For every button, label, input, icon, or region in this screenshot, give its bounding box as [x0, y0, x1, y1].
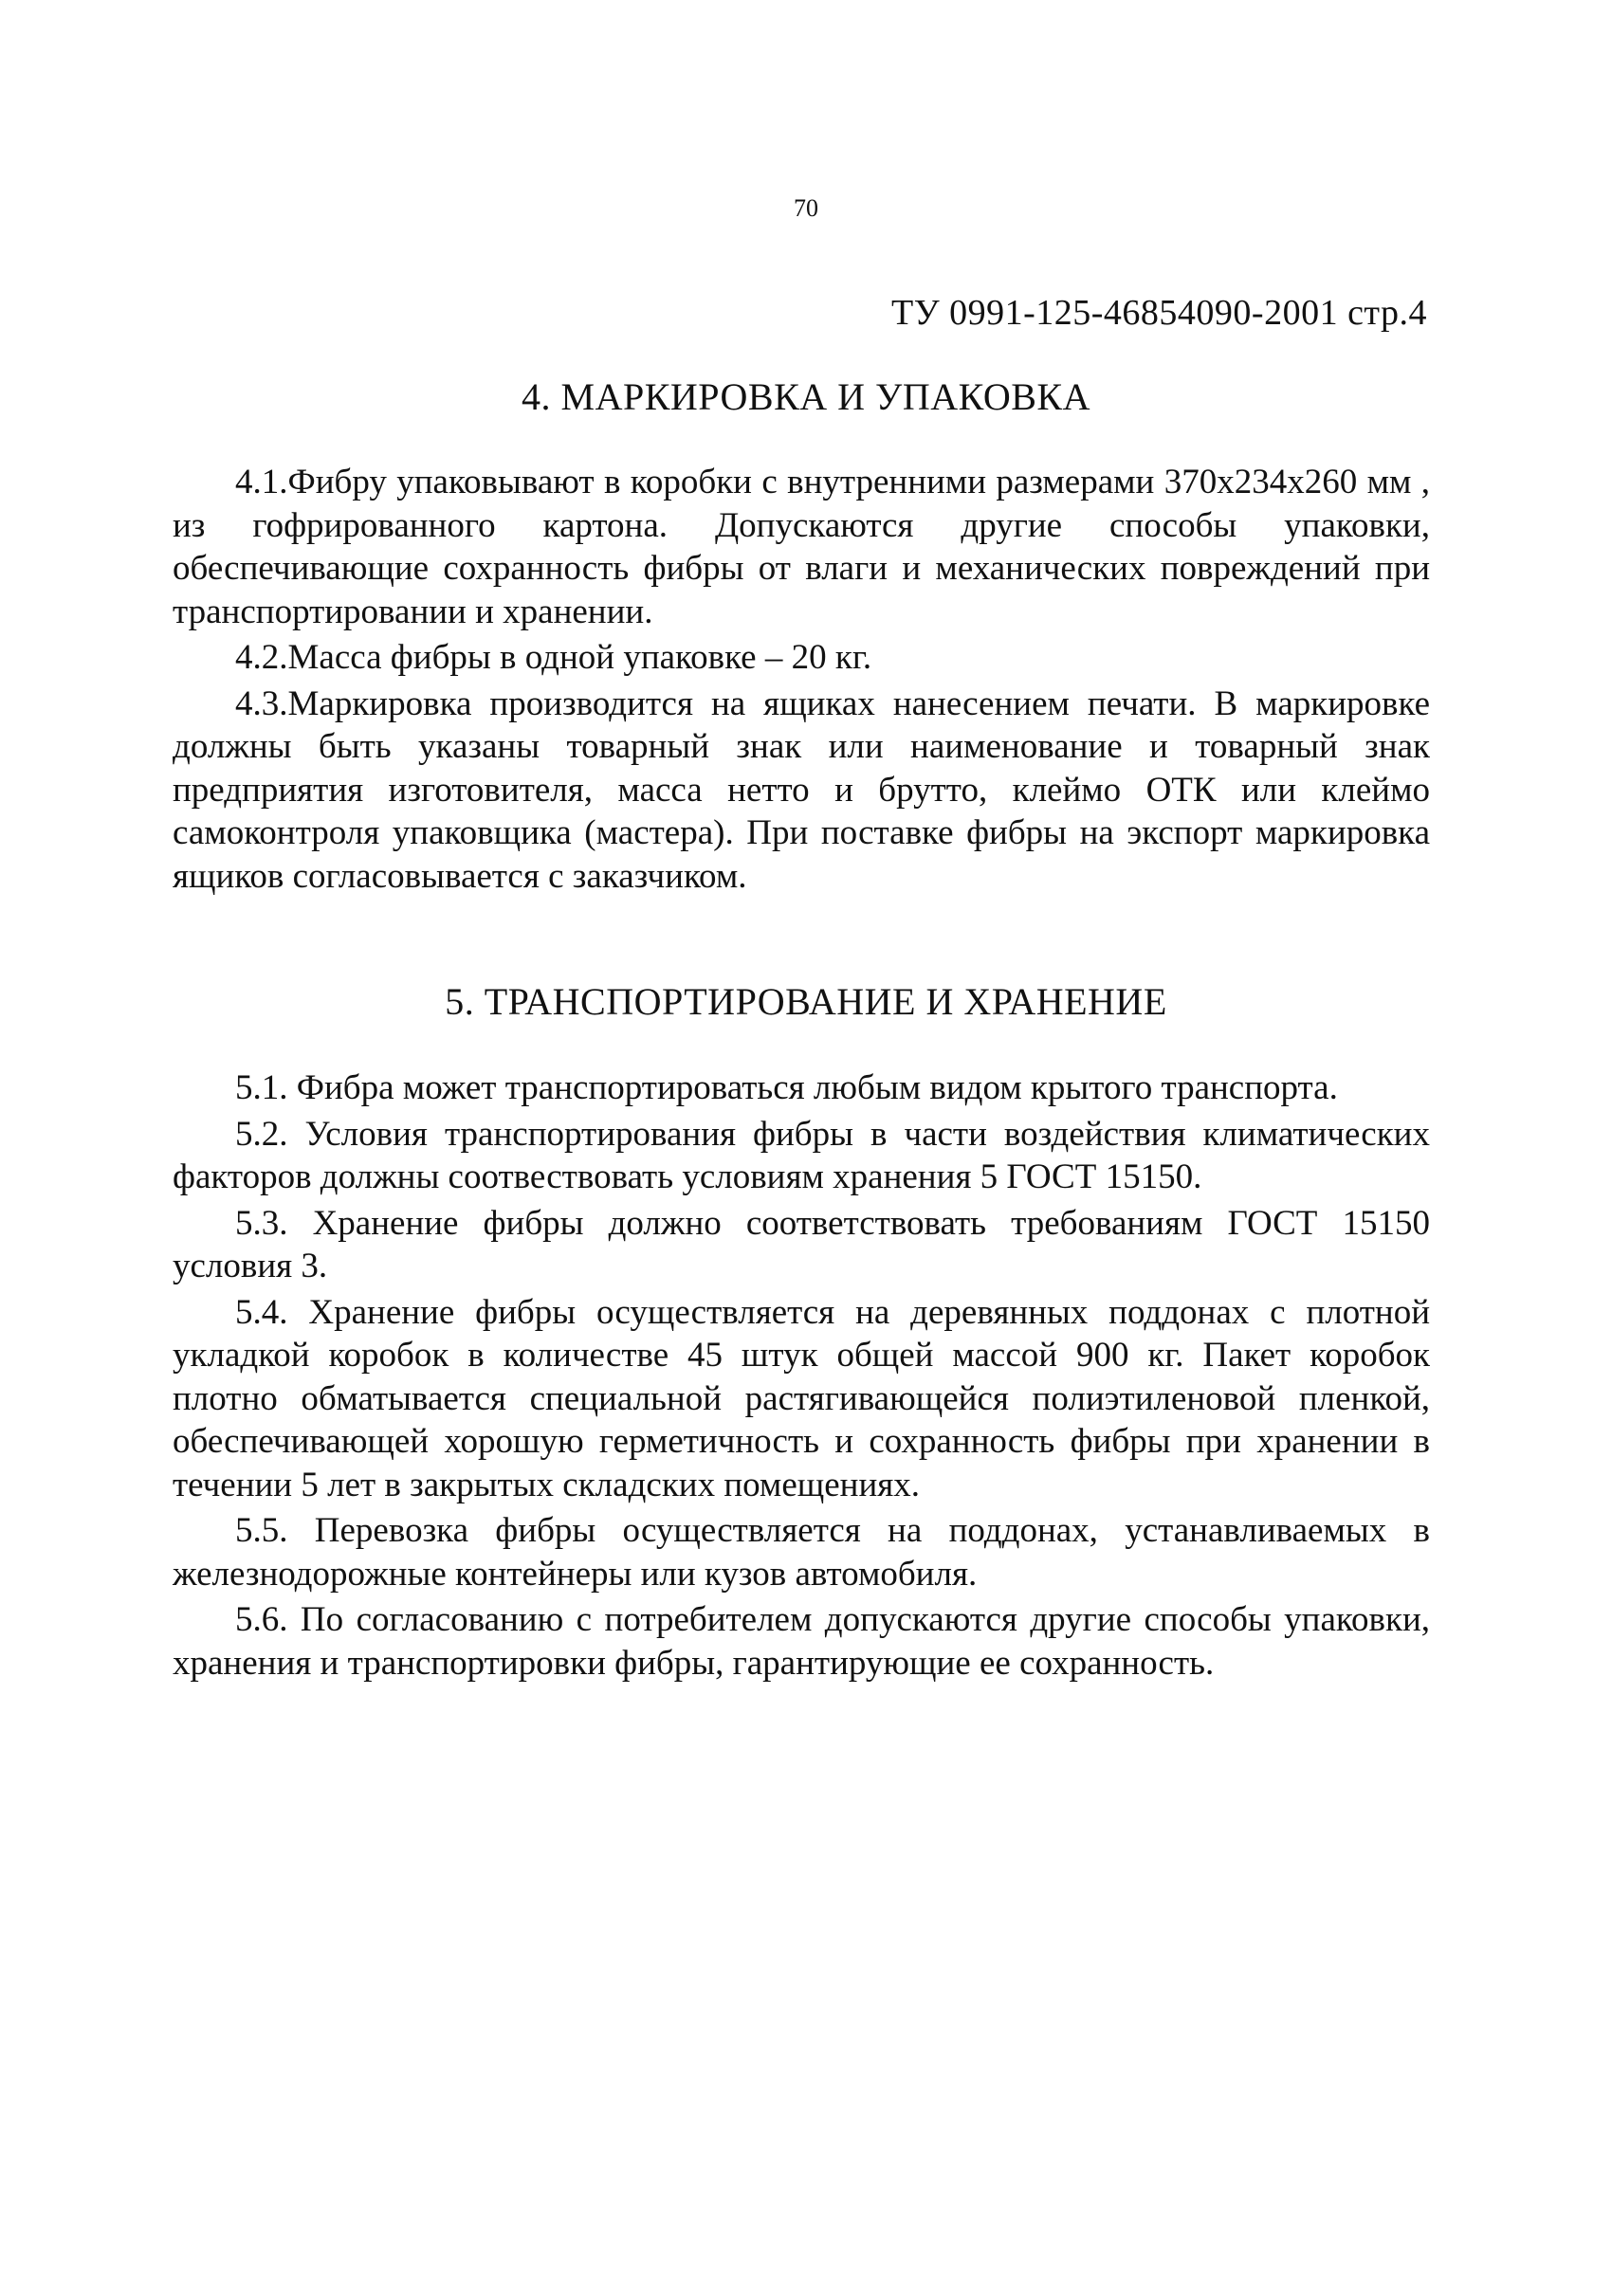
paragraph-4-2: 4.2.Масса фибры в одной упаковке – 20 кг. [235, 638, 872, 677]
paragraph-5-2: 5.2. Условия транспортирования фибры в части воздействия климатических факторов должны соотвествовать условиям хранения 5 ГОСТ 15150. [173, 1114, 1430, 1196]
section-4-title: 4. МАРКИРОВКА И УПАКОВКА [522, 375, 1090, 418]
paragraph-5-5: 5.5. Перевозка фибры осуществляется на поддонах, устанавливаемых в железнодорожные контейнеры или кузов автомобиля. [173, 1511, 1430, 1594]
paragraph-5-4: 5.4. Хранение фибры осуществляется на деревянных поддонах с плотной укладкой коробок в количестве 45 штук общей массой 900 кг. Пакет коробок плотно обматывается специальной растягивающейся полиэтиленовой пленкой, обеспечивающей хорошую герметичность и сохранность фибры при хранении в течении 5 лет в закрытых складских помещениях. [173, 1292, 1430, 1504]
document-reference: ТУ 0991-125-46854090-2001 стр.4 [890, 293, 1427, 333]
paragraph-4-3: 4.3.Маркировка производится на ящиках нанесением печати. В маркировке должны быть указаны товарный знак или наименование и товарный знак предприятия изготовителя, масса нетто и брутто, клеймо ОТК или клеймо самоконтроля упаковщика (мастера). При поставке фибры на экспорт маркировка ящиков согласовывается с заказчиком. [173, 683, 1430, 896]
paragraph-5-3: 5.3. Хранение фибры должно соответствовать требованиям ГОСТ 15150 условия 3. [173, 1203, 1430, 1285]
paragraph-5-6: 5.6. По согласованию с потребителем допускаются другие способы упаковки, хранения и транспортировки фибры, гарантирующие ее сохранность. [173, 1600, 1430, 1683]
section-4-body [173, 461, 1430, 901]
page-number: 70 [794, 194, 818, 222]
paragraph-5-1: 5.1. Фибра может транспортироваться любым видом крытого транспорта. [235, 1068, 1338, 1107]
section-5-body [173, 1066, 1430, 1687]
paragraph-4-1: 4.1.Фибру упаковывают в коробки с внутренними размерами 370х234х260 мм , из гофрированного картона. Допускаются другие способы упаковки, обеспечивающие сохранность фибры от влаги и механических повреждений при транспортировании и хранении. [173, 463, 1430, 631]
section-5-title: 5. ТРАНСПОРТИРОВАНИЕ И ХРАНЕНИЕ [445, 980, 1167, 1023]
